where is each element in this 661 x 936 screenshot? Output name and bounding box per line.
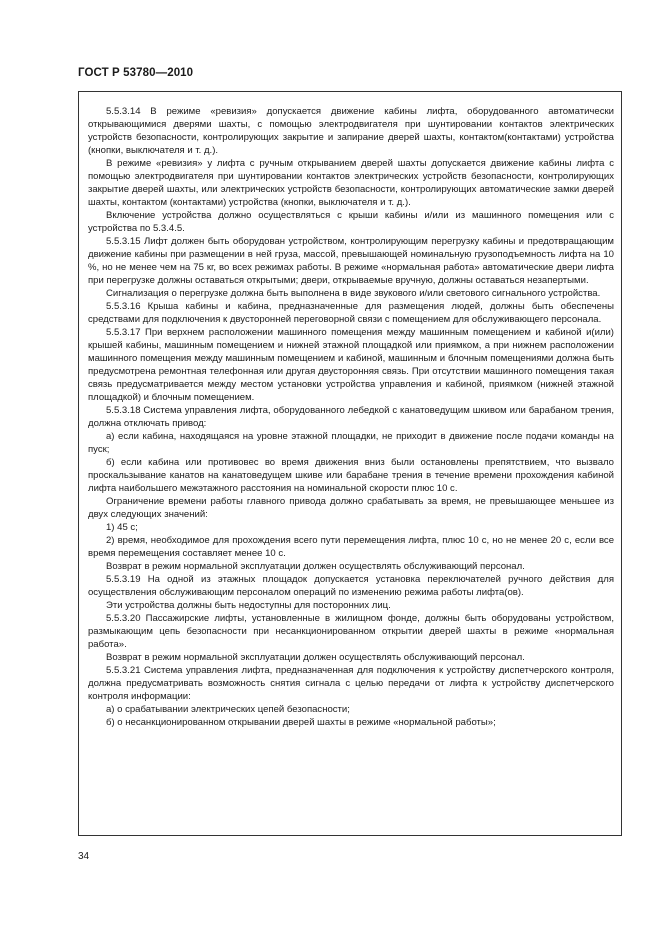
paragraph: Ограничение времени работы главного привода должно срабатывать за время, не превышающее меньшее из двух следующих значений: <box>88 496 614 520</box>
list-item: 1) 45 с; <box>106 522 138 533</box>
paragraph: Возврат в режим нормальной эксплуатации должен осуществлять обслуживающий персонал. <box>106 561 525 572</box>
paragraph: Сигнализация о перегрузке должна быть выполнена в виде звукового и/или светового сигнального устройства. <box>106 288 601 299</box>
list-item: 2) время, необходимое для прохождения всего пути перемещения лифта, плюс 10 с, но не менее 20 с, если все время перемещения составляет менее 10 с. <box>88 535 614 559</box>
list-item: а) если кабина, находящаяся на уровне этажной площадки, не приходит в движение после подачи команды на пуск; <box>88 431 614 455</box>
list-item: б) если кабина или противовес во время движения вниз были остановлены препятствием, что вызвало проскальзывание канатов на канатоведущем шкиве или барабане трения в течение времени прохождения кабиной лифта наибольшего межэтажного расстояния на номинальной скорости плюс 10 с. <box>88 457 614 494</box>
paragraph: Возврат в режим нормальной эксплуатации должен осуществлять обслуживающий персонал. <box>106 652 525 663</box>
paragraph: 5.5.3.19 На одной из этажных площадок допускается установка переключателей ручного действия для осуществления обслуживающим персоналом операций по изменению режима работы лифта(ов). <box>88 574 614 598</box>
paragraph: Эти устройства должны быть недоступны для посторонних лиц. <box>106 600 391 611</box>
paragraph: 5.5.3.20 Пассажирские лифты, установленные в жилищном фонде, должны быть оборудованы устройством, размыкающим цепь безопасности при несанкционированном открытии дверей шахты в режиме «нормальная работа». <box>88 613 614 650</box>
paragraph: 5.5.3.16 Крыша кабины и кабина, предназначенные для размещения людей, должны быть обеспечены средствами для подключения к двусторонней переговорной связи с помещением для обслуживающего персонала. <box>88 301 614 325</box>
page-number: 34 <box>78 851 90 862</box>
paragraph: 5.5.3.18 Система управления лифта, оборудованного лебедкой с канатоведущим шкивом или барабаном трения, должна отключать привод: <box>88 405 614 429</box>
paragraph: 5.5.3.21 Система управления лифта, предназначенная для подключения к устройству диспетчерского контроля, должна предусматривать возможность снятия сигнала с целью передачи от лифта к устройству диспетчерского контроля информации: <box>88 665 614 702</box>
paragraph: 5.5.3.17 При верхнем расположении машинного помещения между машинным помещением и кабиной и(или) крышей кабины, машинным помещением и нижней этажной площадкой или приямком, а при нижнем расположении машинного помещения между машинным помещением и кабиной, машинным и блочным помещениями должна быть предусмотрена ремонтная телефонная или другая двусторонняя связь. При отсутствии машинного помещения такая связь предусматривается между местом установки устройства управления и кабиной, приямком (нижней этажной площадкой) и блочным помещением. <box>88 327 614 403</box>
document-body <box>88 105 614 729</box>
document-header: ГОСТ Р 53780—2010 <box>78 67 194 79</box>
list-item: б) о несанкционированном открывании дверей шахты в режиме «нормальной работы»; <box>106 717 496 728</box>
paragraph: 5.5.3.15 Лифт должен быть оборудован устройством, контролирующим перегрузку кабины и предотвращающим движение кабины при размещении в ней груза, массой, превышающей номинальную грузоподъемность лифта на 10 %, но не менее чем на 75 кг, во всех режимах работы. В режиме «нормальная работа» автоматические двери лифта при перегрузке должны оставаться открытыми; двери, открываемые вручную, должны оставаться незапертыми. <box>88 236 614 286</box>
paragraph: В режиме «ревизия» у лифта с ручным открыванием дверей шахты допускается движение кабины лифта с помощью электродвигателя при шунтировании контактов электрических устройств безопасности, контролирующих закрытие дверей шахты, или электрических устройств безопасности, контролирующих автоматические замки дверей шахты, контактом (контактами) устройства (кнопки, выключателя и т. д.). <box>88 158 614 208</box>
paragraph: Включение устройства должно осуществляться с крыши кабины и/или из машинного помещения или с устройства по 5.3.4.5. <box>88 210 614 234</box>
list-item: а) о срабатывании электрических цепей безопасности; <box>106 704 350 715</box>
paragraph: 5.5.3.14 В режиме «ревизия» допускается движение кабины лифта, оборудованного автоматически открывающимися дверями шахты, с помощью электродвигателя при шунтировании контактов электрических устройств безопасности, контролирующих закрытие и запирание дверей шахты, контактом(контактами) устройства (кнопки, выключателя и т. д.). <box>88 106 614 156</box>
